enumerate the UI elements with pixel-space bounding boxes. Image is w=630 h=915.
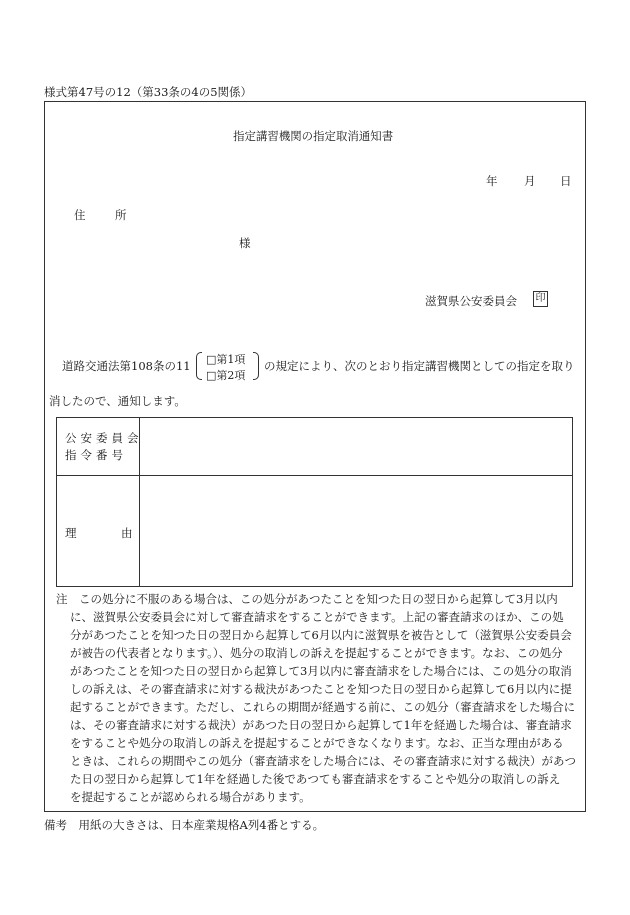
note-line: を提起することが認められる場合があります。 bbox=[70, 790, 311, 804]
label-reason-left: 理 bbox=[65, 526, 81, 540]
option-bracket-right bbox=[253, 352, 259, 380]
note-line: をすることや処分の取消しの訴えを提起することができなくなります。なお、正当な理由がある bbox=[70, 736, 564, 750]
document-title: 指定講習機関の指定取消通知書 bbox=[233, 129, 394, 143]
form-number: 様式第47号の12（第33条の4の5関係） bbox=[44, 85, 253, 99]
label-commission-line2: 指令番号 bbox=[65, 448, 127, 462]
note-line: に、滋賀県公安委員会に対して審査請求をすることができます。上記の審査請求のほか、この処 bbox=[70, 610, 564, 624]
address-label: 住 所 bbox=[74, 208, 136, 222]
note-line: は、その審査請求に対する裁決）があつた日の翌日から起算して1年を経過した場合は、審査請求 bbox=[70, 718, 572, 732]
date-day-label: 日 bbox=[560, 174, 572, 188]
note-line: 注 この処分に不服のある場合は、この処分があつたことを知つた日の翌日から起算して3月以内 bbox=[56, 592, 558, 606]
label-reason-right: 由 bbox=[121, 526, 137, 540]
option-paragraph-1: □第1項 bbox=[206, 353, 246, 366]
body-text-line2: 消したので、通知します。 bbox=[49, 394, 186, 408]
note-line: 分があつたことを知つた日の翌日から起算して6月以内に滋賀県を被告として（滋賀県公安委員会 bbox=[70, 628, 572, 642]
note-line: しの訴えは、その審査請求に対する裁決があつたことを知つた日の翌日から起算して6月以内に提 bbox=[70, 682, 572, 696]
label-commission-line1: 公安委員会 bbox=[65, 431, 143, 445]
note-line: があつたことを知つた日の翌日から起算して3月以内に審査請求をした場合には、この処分の取消 bbox=[70, 664, 572, 678]
note-line: 起することができます。ただし、これらの期間が経過する前に、この処分（審査請求をした場合に bbox=[70, 700, 576, 714]
note-line: た日の翌日から起算して1年を経過した後であつても審査請求をすることや処分の取消しの訴え bbox=[70, 772, 561, 786]
option-paragraph-2: □第2項 bbox=[206, 369, 246, 382]
remarks: 備考 用紙の大きさは、日本産業規格A列4番とする。 bbox=[44, 818, 325, 832]
body-text-continued: の規定により、次のとおり指定講習機関としての指定を取り bbox=[264, 359, 575, 373]
seal-mark: 印 bbox=[533, 291, 548, 307]
date-year-label: 年 bbox=[486, 174, 498, 188]
note-line: が被告の代表者となります。）、処分の取消しの訴えを提起することができます。なお、この処分 bbox=[70, 646, 563, 660]
table-row-divider bbox=[57, 475, 572, 476]
date-month-label: 月 bbox=[524, 174, 536, 188]
note-line: ときは、これらの期間やこの処分（審査請求をした場合には、その審査請求に対する裁決）があつ bbox=[70, 754, 576, 768]
body-text-start: 道路交通法第108条の11 bbox=[62, 359, 191, 373]
issuer-name: 滋賀県公安委員会 bbox=[425, 294, 517, 308]
addressee-honorific: 様 bbox=[239, 236, 251, 250]
option-bracket-left bbox=[196, 352, 202, 380]
info-table bbox=[56, 417, 573, 587]
